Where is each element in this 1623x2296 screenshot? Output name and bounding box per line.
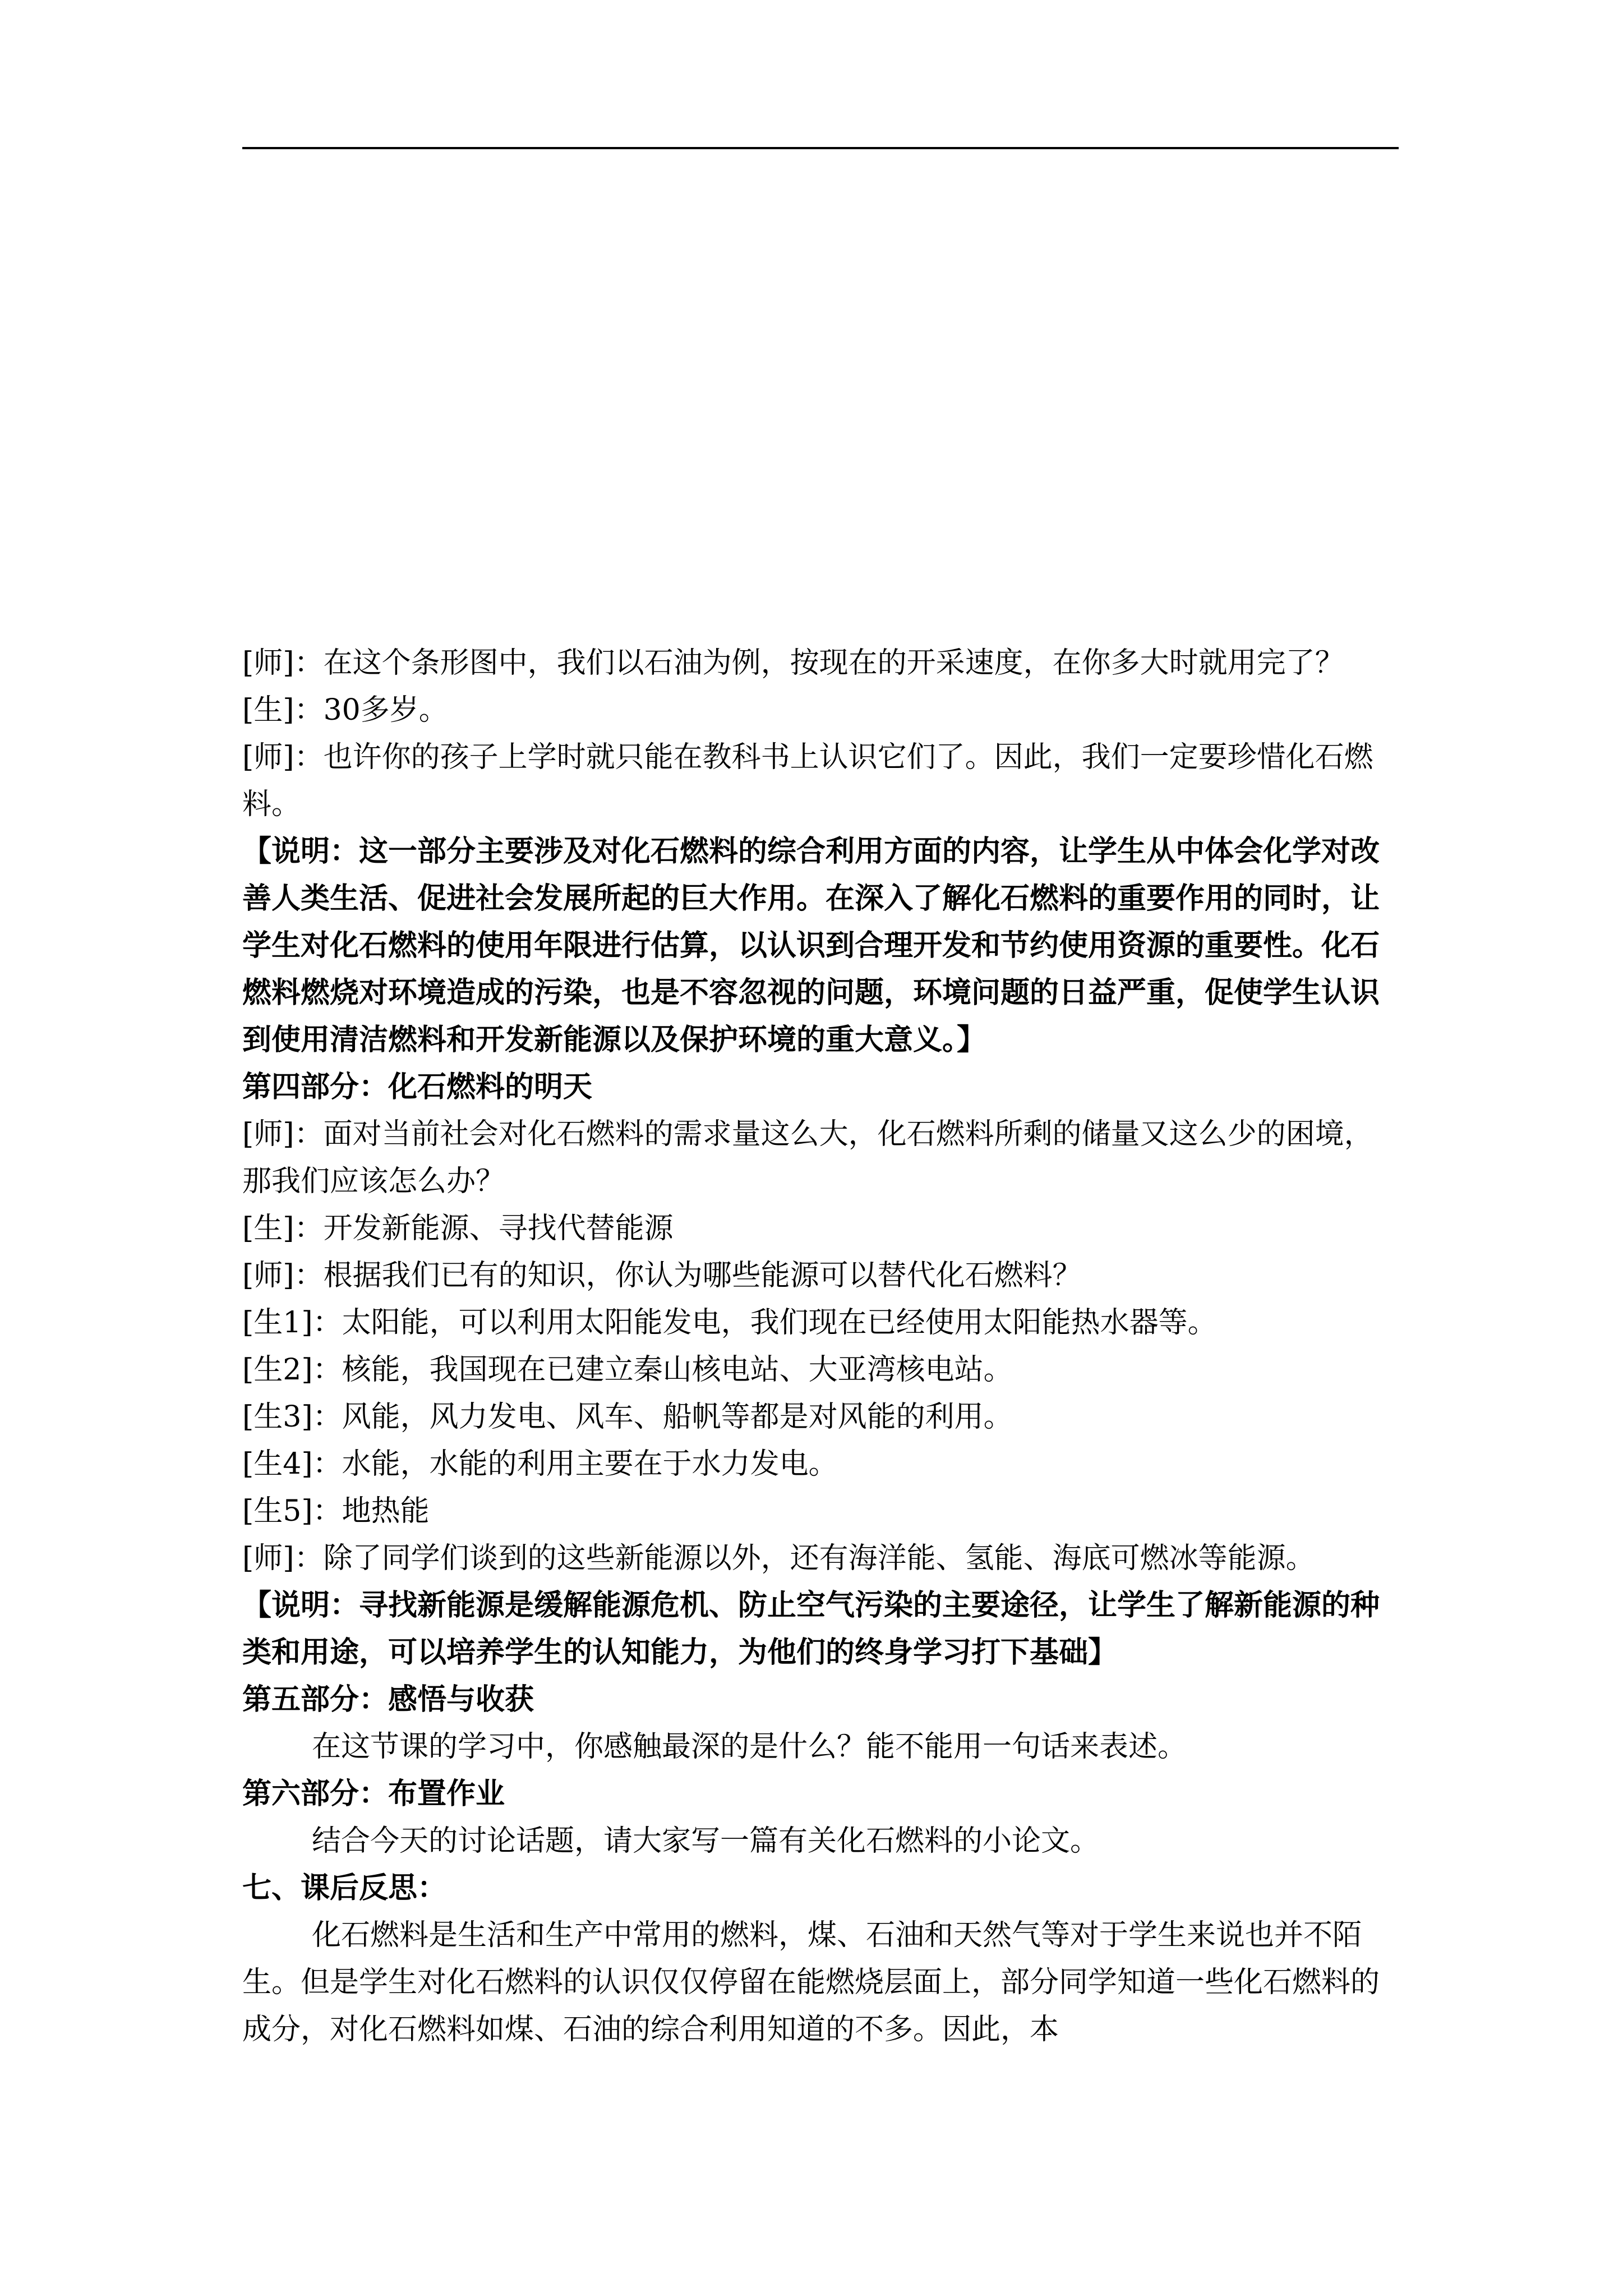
student-answer-new-energy: [生]：开发新能源、寻找代替能源 <box>242 1212 674 1245</box>
section-title-part4: 第四部分：化石燃料的明天 <box>242 1070 593 1104</box>
student-3-wind: [生3]：风能，风力发电、风车、船帆等都是对风能的利用。 <box>242 1400 1013 1434</box>
document-body <box>242 639 1399 2053</box>
section-title-part5: 第五部分：感悟与收获 <box>242 1682 534 1717</box>
student-2-nuclear: [生2]：核能，我国现在已建立秦山核电站、大亚湾核电站。 <box>242 1353 1013 1387</box>
teacher-question-oil: [师]：在这个条形图中，我们以石油为例，按现在的开采速度，在你多大时就用完了？ <box>242 646 1344 680</box>
student-5-geothermal: [生5]：地热能 <box>242 1494 430 1528</box>
section-title-part6: 第六部分：布置作业 <box>242 1777 505 1811</box>
student-1-solar: [生1]：太阳能，可以利用太阳能发电，我们现在已经使用太阳能热水器等。 <box>242 1306 1217 1340</box>
part5-prompt: 在这节课的学习中，你感触最深的是什么？能不能用一句话来表述。 <box>312 1730 1187 1764</box>
teacher-question-what-to-do: [师]：面对当前社会对化石燃料的需求量这么大，化石燃料所剩的储量又这么少的困境，那我们应该怎么办？ <box>242 1117 1373 1198</box>
explanation-note-2: 【说明：寻找新能源是缓解能源危机、防止空气污染的主要途径，让学生了解新能源的种类和用途，可以培养学生的认知能力，为他们的终身学习打下基础】 <box>242 1588 1380 1669</box>
section-title-reflection: 七、课后反思： <box>242 1871 447 1905</box>
teacher-remark-other-energy: [师]：除了同学们谈到的这些新能源以外，还有海洋能、氢能、海底可燃冰等能源。 <box>242 1542 1315 1575</box>
teacher-remark-cherish: [师]：也许你的孩子上学时就只能在教科书上认识它们了。因此，我们一定要珍惜化石燃料。 <box>242 740 1373 821</box>
header-rule <box>242 147 1399 149</box>
teacher-question-alternatives: [师]：根据我们已有的知识，你认为哪些能源可以替代化石燃料？ <box>242 1259 1082 1292</box>
student-answer-age: [生]：30多岁。 <box>242 693 448 727</box>
student-4-water: [生4]：水能，水能的利用主要在于水力发电。 <box>242 1447 838 1481</box>
explanation-note-1: 【说明：这一部分主要涉及对化石燃料的综合利用方面的内容，让学生从中体会化学对改善人类生活、促进社会发展所起的巨大作用。在深入了解化石燃料的重要作用的同时，让学生对化石燃料的使用年限进行估算，以认识到合理开发和节约使用资源的重要性。化石燃料燃烧对环境造成的污染，也是不容忽视的问题，环境问题的日益严重，促使学生认识到使用清洁燃料和开发新能源以及保护环境的重大意义。】 <box>242 834 1380 1057</box>
part6-homework: 结合今天的讨论话题，请大家写一篇有关化石燃料的小论文。 <box>312 1824 1100 1858</box>
reflection-paragraph: 化石燃料是生活和生产中常用的燃料，煤、石油和天然气等对于学生来说也并不陌生。但是学生对化石燃料的认识仅仅停留在能燃烧层面上，部分同学知道一些化石燃料的成分，对化石燃料如煤、石油的综合利用知道的不多。因此，本 <box>242 1918 1380 2046</box>
